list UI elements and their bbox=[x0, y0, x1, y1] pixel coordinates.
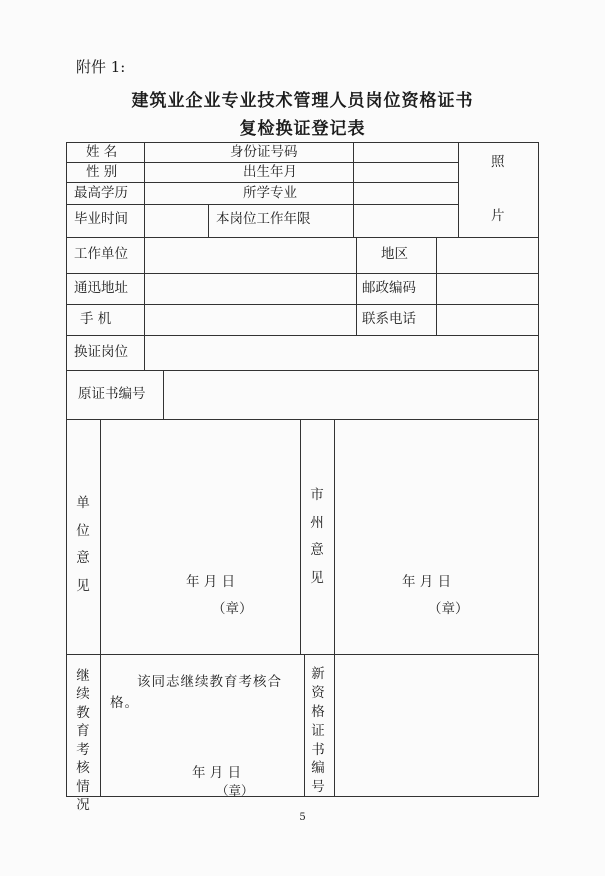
photo-label-top: 照 bbox=[491, 154, 505, 170]
cont-edu-text: 该同志继续教育考核合格。 bbox=[110, 674, 282, 711]
unit-opinion-label: 单位意见 bbox=[76, 495, 90, 595]
address-label: 通迅地址 bbox=[74, 280, 128, 296]
education-label: 最高学历 bbox=[74, 185, 128, 201]
years-position-label: 本岗位工作年限 bbox=[216, 211, 311, 227]
position-label: 换证岗位 bbox=[74, 344, 128, 360]
form-title-line2: 复检换证登记表 bbox=[239, 119, 366, 139]
cont-edu-label: 继续教育考核情况 bbox=[76, 668, 90, 814]
registration-form bbox=[66, 142, 539, 814]
annex-label: 附件 1: bbox=[76, 58, 126, 76]
postcode-label: 邮政编码 bbox=[362, 280, 416, 296]
work-unit-label: 工作单位 bbox=[74, 246, 128, 262]
gender-label: 性 别 bbox=[86, 164, 118, 180]
id-number-label: 身份证号码 bbox=[230, 144, 298, 160]
region-label: 地区 bbox=[381, 246, 408, 262]
form-title-line1: 建筑业企业专业技术管理人员岗位资格证书 bbox=[131, 91, 474, 111]
grad-time-label: 毕业时间 bbox=[74, 211, 128, 227]
photo-label-bottom: 片 bbox=[491, 208, 505, 224]
birth-label: 出生年月 bbox=[243, 164, 297, 180]
new-cert-label: 新资格证书编号 bbox=[311, 666, 325, 796]
page-number: 5 bbox=[299, 812, 306, 823]
unit-opinion-date: 年 月 日 bbox=[186, 574, 236, 590]
cont-edu-seal: （章） bbox=[216, 783, 254, 798]
name-label: 姓 名 bbox=[86, 144, 118, 160]
city-opinion-date: 年 月 日 bbox=[402, 574, 452, 590]
mobile-label: 手 机 bbox=[80, 311, 112, 327]
orig-cert-label: 原证书编号 bbox=[78, 386, 146, 402]
city-opinion-label: 市州意见 bbox=[310, 487, 324, 587]
major-label: 所学专业 bbox=[243, 185, 297, 201]
cont-edu-date: 年 月 日 bbox=[192, 765, 242, 781]
unit-opinion-seal: （章） bbox=[212, 601, 253, 617]
city-opinion-seal: （章） bbox=[428, 601, 469, 617]
phone-label: 联系电话 bbox=[362, 311, 416, 327]
